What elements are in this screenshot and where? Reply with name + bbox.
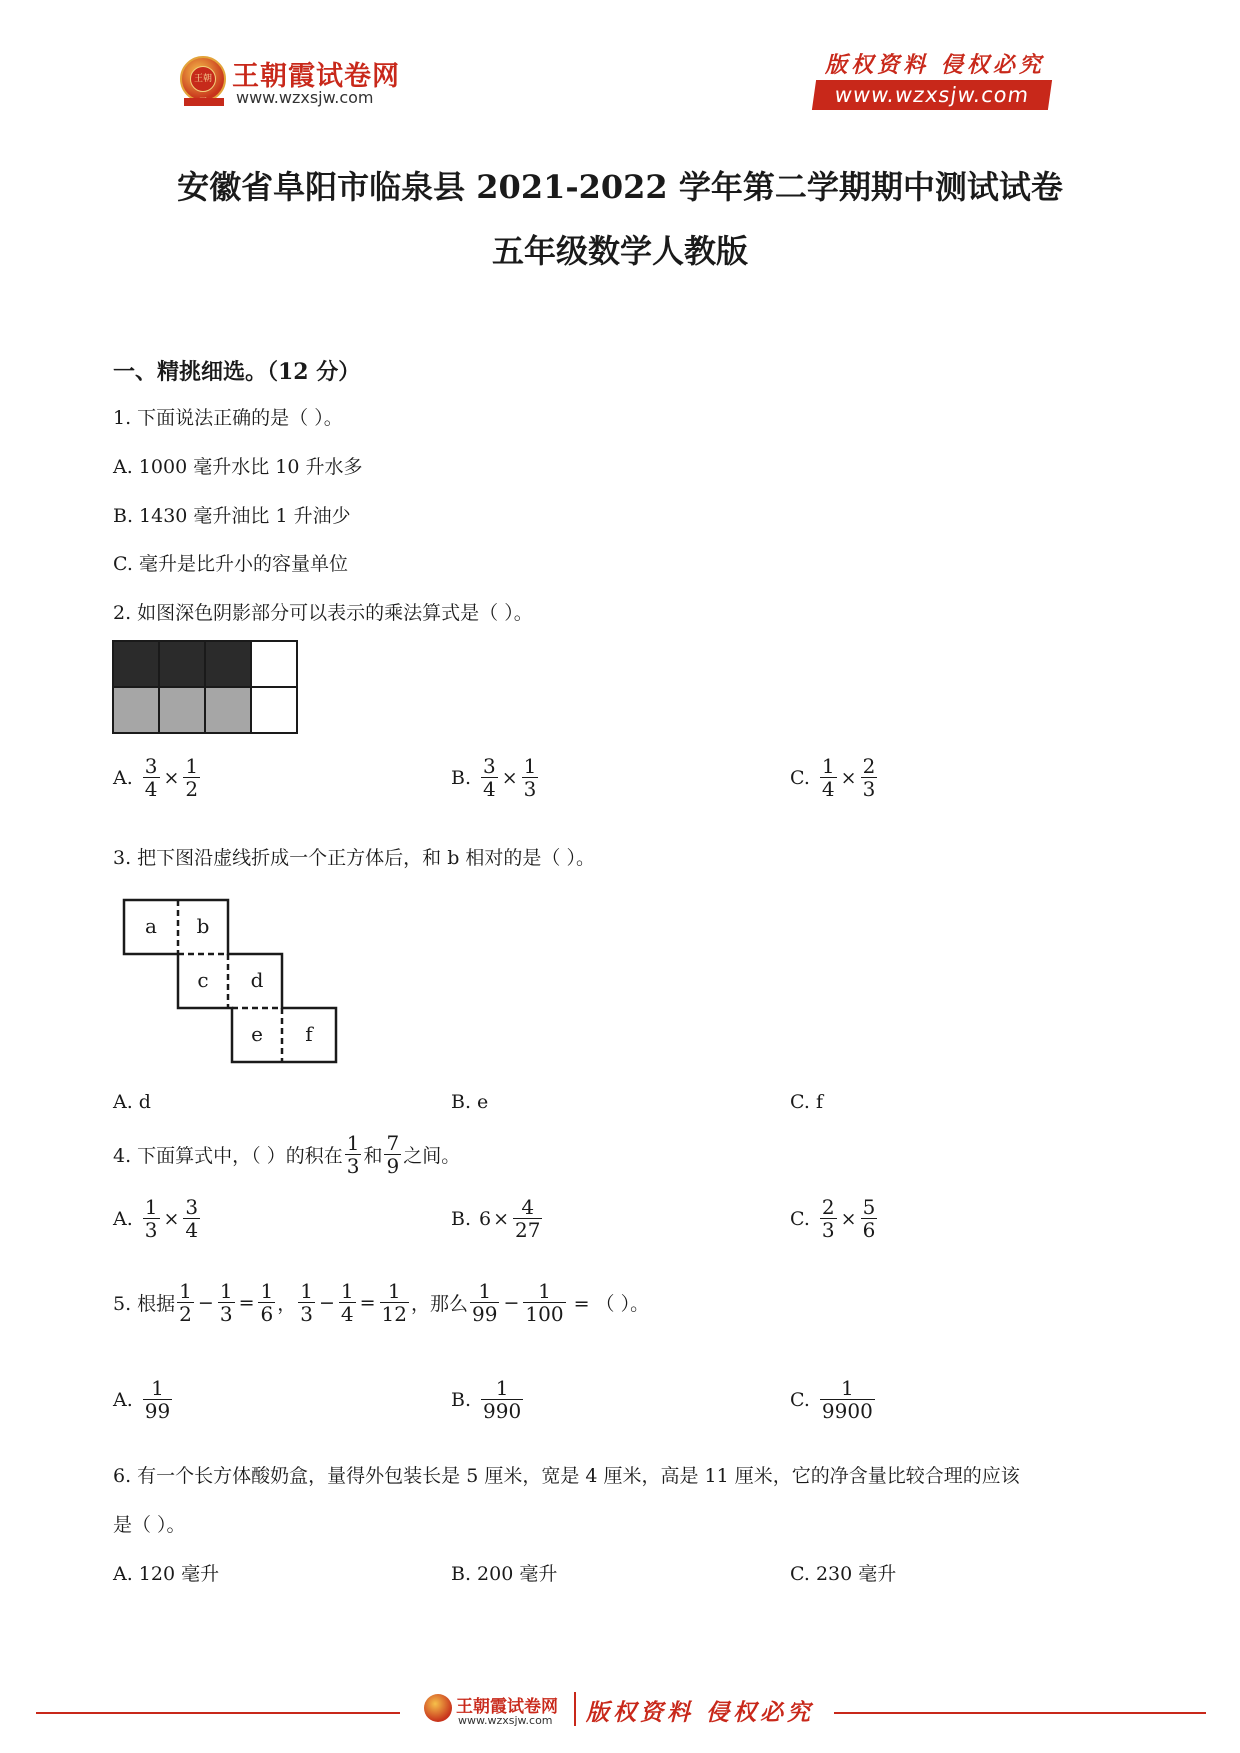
fraction — [345, 1132, 362, 1177]
denominator: 27 — [515, 1218, 541, 1242]
denominator: 9900 — [821, 1399, 873, 1423]
times-sign: × — [493, 1207, 510, 1230]
option-label: C. — [790, 1207, 810, 1230]
numerator: 5 — [862, 1195, 876, 1219]
question-1-option-c: C. 毫升是比升小的容量单位 — [113, 553, 348, 575]
numerator: 3 — [144, 754, 158, 778]
logo-url: www.wzxsjw.com — [236, 88, 374, 107]
footer-copyright: 版权资料 侵权必究 — [586, 1699, 815, 1726]
question-6-option-a: A. 120 毫升 — [113, 1563, 220, 1585]
denominator: 3 — [219, 1302, 233, 1326]
face-b: b — [196, 914, 210, 938]
question-6-stem-line2: 是（ ）。 — [113, 1514, 186, 1536]
fraction — [481, 755, 498, 800]
logo-ribbon — [184, 98, 224, 106]
times-sign: × — [840, 766, 857, 789]
numerator: 1 — [185, 754, 199, 778]
grid-cell-light — [205, 687, 251, 733]
question-4-option-c — [790, 1196, 879, 1241]
option-label: A. — [113, 766, 133, 789]
fraction — [143, 1377, 172, 1422]
stem-text: 和 — [363, 1145, 383, 1167]
option-label: B. — [451, 766, 472, 789]
copyright-url: www.wzxsjw.com — [812, 80, 1052, 110]
page-title: 安徽省阜阳市临泉县 2021-2022 学年第二学期期中测试试卷 — [177, 168, 1063, 206]
times-sign: × — [163, 766, 180, 789]
question-5-option-c — [790, 1377, 877, 1422]
question-5-stem — [113, 1280, 649, 1325]
fraction — [820, 1196, 837, 1241]
footer-logo-icon — [424, 1694, 452, 1722]
option-label: B. — [451, 1388, 472, 1411]
equals-sign: = — [359, 1291, 376, 1314]
option-label: C. — [790, 766, 810, 789]
question-3-option-b: B. e — [451, 1091, 489, 1113]
denominator: 4 — [821, 777, 835, 801]
denominator: 6 — [862, 1218, 876, 1242]
grid-cell-light — [113, 687, 159, 733]
numerator: 2 — [821, 1195, 835, 1219]
page-subtitle: 五年级数学人教版 — [491, 232, 748, 270]
numerator: 1 — [340, 1279, 354, 1303]
option-label: B. — [451, 1207, 472, 1230]
numerator: 4 — [521, 1195, 535, 1219]
fraction — [143, 755, 160, 800]
question-2-stem: 2. 如图深色阴影部分可以表示的乘法算式是（ ）。 — [113, 602, 533, 624]
times-sign: × — [501, 766, 518, 789]
denominator: 3 — [346, 1154, 360, 1178]
grid-cell-blank — [251, 687, 297, 733]
denominator: 3 — [523, 777, 537, 801]
footer-rule-left — [36, 1712, 400, 1714]
stem-text: 5. 根据 — [113, 1293, 176, 1315]
minus-sign: − — [318, 1291, 335, 1314]
numerator: 1 — [538, 1279, 551, 1303]
denominator: 2 — [185, 777, 199, 801]
fraction — [339, 1280, 356, 1325]
question-4-option-b — [451, 1196, 544, 1241]
copyright-banner — [820, 48, 1050, 110]
question-4-stem — [113, 1132, 460, 1177]
denominator: 3 — [300, 1302, 313, 1326]
fraction — [177, 1280, 194, 1325]
footer-rule-right — [834, 1712, 1206, 1714]
fraction — [470, 1280, 499, 1325]
fraction — [481, 1377, 523, 1422]
fraction — [820, 1377, 875, 1422]
denominator: 3 — [144, 1218, 158, 1242]
denominator: 4 — [144, 777, 158, 801]
section-heading: 一、精挑细选。（12 分） — [113, 359, 361, 385]
numerator: 1 — [260, 1279, 274, 1303]
fraction — [384, 1132, 401, 1177]
fraction — [218, 1280, 235, 1325]
logo-title: 王朝霞试卷网 — [232, 61, 400, 92]
numerator: 3 — [185, 1195, 199, 1219]
fraction — [298, 1280, 315, 1325]
question-3-option-a: A. d — [113, 1091, 151, 1113]
copyright-text: 版权资料 侵权必究 — [825, 52, 1045, 78]
grid-cell-dark — [205, 641, 251, 687]
fraction — [183, 755, 200, 800]
denominator: 12 — [381, 1302, 407, 1326]
fraction — [861, 1196, 878, 1241]
fraction — [523, 1280, 565, 1325]
footer-divider — [574, 1692, 576, 1726]
fraction — [258, 1280, 275, 1325]
times-sign: × — [840, 1207, 857, 1230]
question-4-option-a — [113, 1196, 202, 1241]
minus-sign: − — [197, 1291, 214, 1314]
stem-text: 4. 下面算式中，（ ）的积在 — [113, 1145, 343, 1167]
footer-logo-title: 王朝霞试卷网 — [456, 1697, 558, 1717]
face-d: d — [250, 968, 264, 992]
question-1-option-a: A. 1000 毫升水比 10 升水多 — [113, 456, 363, 478]
fraction — [380, 1280, 409, 1325]
times-sign: × — [163, 1207, 180, 1230]
question-6-option-b: B. 200 毫升 — [451, 1563, 558, 1585]
question-1-option-b: B. 1430 毫升油比 1 升油少 — [113, 505, 351, 527]
grid-cell-blank — [251, 641, 297, 687]
denominator: 100 — [525, 1302, 564, 1326]
question-2-option-c — [790, 755, 879, 800]
fraction — [183, 1196, 200, 1241]
question-3-stem: 3. 把下图沿虚线折成一个正方体后，和 b 相对的是（ ）。 — [113, 847, 595, 869]
numerator: 1 — [478, 1279, 492, 1303]
numerator: 7 — [386, 1131, 400, 1155]
footer-logo-url: www.wzxsjw.com — [458, 1714, 553, 1727]
numerator: 1 — [840, 1376, 854, 1400]
option-label: C. — [790, 1388, 810, 1411]
denominator: 3 — [862, 777, 876, 801]
question-5-option-b — [451, 1377, 525, 1422]
denominator: 99 — [472, 1302, 498, 1326]
denominator: 4 — [340, 1302, 354, 1326]
numerator: 1 — [300, 1279, 313, 1303]
numerator: 1 — [144, 1195, 158, 1219]
numerator: 3 — [483, 754, 496, 778]
shaded-grid-figure — [112, 640, 300, 735]
face-f: f — [305, 1022, 313, 1046]
stem-text: ， — [277, 1293, 297, 1315]
question-6-stem-line1: 6. 有一个长方体酸奶盒，量得外包装长是 5 厘米，宽是 4 厘米，高是 11 厘米，它的净含量比较合理的应该 — [113, 1465, 1020, 1487]
question-2-option-a — [113, 755, 202, 800]
logo-badge-text: 王朝 — [190, 66, 216, 92]
option-label: A. — [113, 1388, 133, 1411]
fraction — [522, 755, 539, 800]
stem-text: = （ ）。 — [573, 1293, 650, 1315]
face-a: a — [145, 914, 157, 938]
question-1-stem: 1. 下面说法正确的是（ ）。 — [113, 407, 343, 429]
minus-sign: − — [503, 1291, 520, 1314]
denominator: 4 — [185, 1218, 199, 1242]
numerator: 1 — [346, 1131, 360, 1155]
equals-sign: = — [238, 1291, 255, 1314]
denominator: 4 — [483, 777, 496, 801]
whole-number: 6 — [479, 1207, 492, 1230]
fraction — [143, 1196, 160, 1241]
stem-text: 之间。 — [403, 1145, 461, 1167]
numerator: 1 — [821, 754, 835, 778]
grid-cell-dark — [159, 641, 205, 687]
question-5-option-a — [113, 1377, 174, 1422]
face-e: e — [251, 1022, 263, 1046]
face-c: c — [197, 968, 209, 992]
question-6-option-c: C. 230 毫升 — [790, 1563, 897, 1585]
numerator: 1 — [523, 754, 537, 778]
fraction — [513, 1196, 542, 1241]
question-3-option-c: C. f — [790, 1091, 823, 1113]
question-2-option-b — [451, 755, 540, 800]
denominator: 99 — [144, 1399, 171, 1423]
numerator: 1 — [151, 1376, 164, 1400]
fraction — [861, 755, 878, 800]
logo-badge-icon — [180, 56, 226, 102]
denominator: 6 — [260, 1302, 274, 1326]
stem-text: ，那么 — [411, 1293, 469, 1315]
numerator: 1 — [179, 1279, 192, 1303]
numerator: 1 — [219, 1279, 233, 1303]
site-logo — [180, 52, 410, 114]
denominator: 2 — [179, 1302, 192, 1326]
numerator: 1 — [387, 1279, 401, 1303]
option-label: A. — [113, 1207, 133, 1230]
grid-cell-dark — [113, 641, 159, 687]
numerator: 1 — [495, 1376, 509, 1400]
grid-cell-light — [159, 687, 205, 733]
numerator: 2 — [862, 754, 876, 778]
denominator: 9 — [386, 1154, 400, 1178]
denominator: 3 — [821, 1218, 835, 1242]
cube-net-figure — [120, 896, 346, 1066]
fraction — [820, 755, 837, 800]
denominator: 990 — [483, 1399, 522, 1423]
